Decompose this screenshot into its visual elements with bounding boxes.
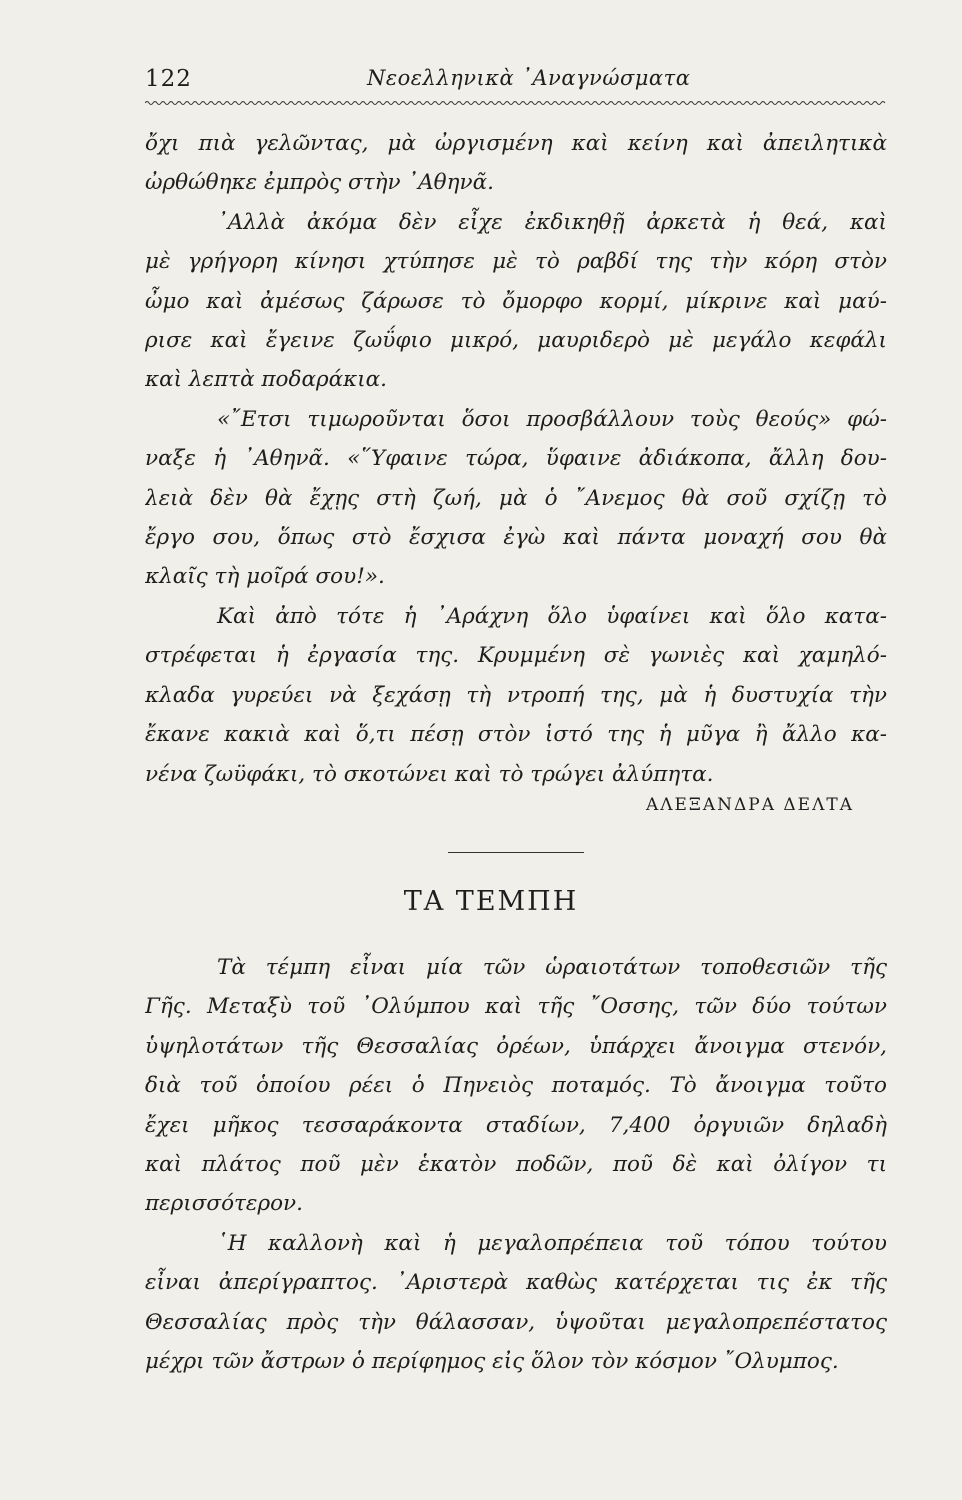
text-line: λειὰ δὲν θὰ ἔχῃς στὴ ζωή, μὰ ὁ ῎Ανεμος θὰ σοῦ σχίζῃ τὸ xyxy=(145,485,887,511)
running-title: Νεοελληνικὰ ᾿Αναγνώσματα xyxy=(367,66,691,90)
text-line: καὶ πλάτος ποῦ μὲν ἑκατὸν ποδῶν, ποῦ δὲ καὶ ὀλίγον τι xyxy=(145,1152,887,1178)
text-line: καὶ λεπτὰ ποδαράκια. xyxy=(145,367,388,393)
text-line: ῾Η καλλονὴ καὶ ἡ μεγαλοπρέπεια τοῦ τόπου τούτου xyxy=(217,1230,887,1256)
text-line: ἔχει μῆκος τεσσαράκοντα σταδίων, 7,400 ὀργυιῶν δηλαδὴ xyxy=(145,1112,887,1138)
text-line: Θεσσαλίας πρὸς τὴν θάλασσαν, ὑψοῦται μεγαλοπρεπέστατος xyxy=(145,1309,887,1335)
text-line: Τὰ τέμπη εἶναι μία τῶν ὡραιοτάτων τοποθεσιῶν τῆς xyxy=(217,955,887,980)
text-line: Καὶ ἀπὸ τότε ἡ ᾿Αράχνη ὅλο ὑφαίνει καὶ ὅλο κατα- xyxy=(217,603,887,629)
text-line: ὠρθώθηκε ἐμπρὸς στὴν ᾿Αθηνᾶ. xyxy=(145,170,494,196)
text-line: ὄχι πιὰ γελῶντας, μὰ ὠργισμένη καὶ κείνη καὶ ἀπειλητικὰ xyxy=(145,131,887,156)
section-title: ΤΑ ΤΕΜΠΗ xyxy=(403,886,579,917)
text-line: Γῆς. Μεταξὺ τοῦ ᾿Ολύμπου καὶ τῆς ῎Οσσης, τῶν δύο τούτων xyxy=(145,994,887,1020)
text-line: ὑψηλοτάτων τῆς Θεσσαλίας ὀρέων, ὑπάρχει ἄνοιγμα στενόν, xyxy=(145,1033,887,1059)
page-header xyxy=(145,66,885,100)
section-divider xyxy=(448,852,584,853)
text-line: διὰ τοῦ ὁποίου ρέει ὁ Πηνειὸς ποταμός. Τὸ ἄνοιγμα τοῦτο xyxy=(145,1073,887,1099)
author-signature: ΑΛΕΞΑΝΔΡΑ ΔΕΛΤΑ xyxy=(645,795,854,815)
tempi-section-text xyxy=(145,948,887,1381)
text-line: μὲ γρήγορη κίνησι χτύπησε μὲ τὸ ραβδί της τὴν κόρη στὸν xyxy=(145,249,887,275)
text-line: στρέφεται ἡ ἐργασία της. Κρυμμένη σὲ γωνιὲς καὶ χαμηλό- xyxy=(145,643,887,669)
text-line: εἶναι ἀπερίγραπτος. ᾿Αριστερὰ καθὼς κατέρχεται τις ἐκ τῆς xyxy=(145,1270,887,1296)
text-line: νένα ζωϋφάκι, τὸ σκοτώνει καὶ τὸ τρώγει ἀλύπητα. xyxy=(145,761,714,787)
text-line: «῎Ετσι τιμωροῦνται ὅσοι προσβάλλουν τοὺς θεούς» φώ- xyxy=(217,406,887,432)
text-line: ἔκανε κακιὰ καὶ ὅ,τι πέσῃ στὸν ἱστό της ἡ μῦγα ἢ ἄλλο κα- xyxy=(145,722,887,748)
page-number: 122 xyxy=(145,66,192,92)
text-line: ὦμο καὶ ἀμέσως ζάρωσε τὸ ὄμορφο κορμί, μίκρινε καὶ μαύ- xyxy=(145,288,887,314)
story-ending-text xyxy=(145,124,887,794)
text-line: ναξε ἡ ᾿Αθηνᾶ. «῞Υφαινε τώρα, ὕφαινε ἀδιάκοπα, ἄλλη δου- xyxy=(145,446,887,472)
text-line: ᾿Αλλὰ ἀκόμα δὲν εἶχε ἐκδικηθῇ ἀρκετὰ ἡ θεά, καὶ xyxy=(217,209,887,235)
text-line: κλαῖς τὴ μοῖρά σου!». xyxy=(145,564,385,590)
text-line: ἔργο σου, ὅπως στὸ ἔσχισα ἐγὼ καὶ πάντα μοναχή σου θὰ xyxy=(145,525,887,551)
text-line: μέχρι τῶν ἄστρων ὁ περίφημος εἰς ὅλον τὸν κόσμον ῎Ολυμπος. xyxy=(145,1349,839,1375)
text-line: περισσότερον. xyxy=(145,1191,303,1217)
text-line: κλαδα γυρεύει νὰ ξεχάσῃ τὴ ντροπή της, μὰ ἡ δυστυχία τὴν xyxy=(145,682,887,708)
wavy-header-rule xyxy=(145,100,887,106)
text-line: ρισε καὶ ἔγεινε ζωΰφιο μικρό, μαυριδερὸ μὲ μεγάλο κεφάλι xyxy=(145,328,887,354)
